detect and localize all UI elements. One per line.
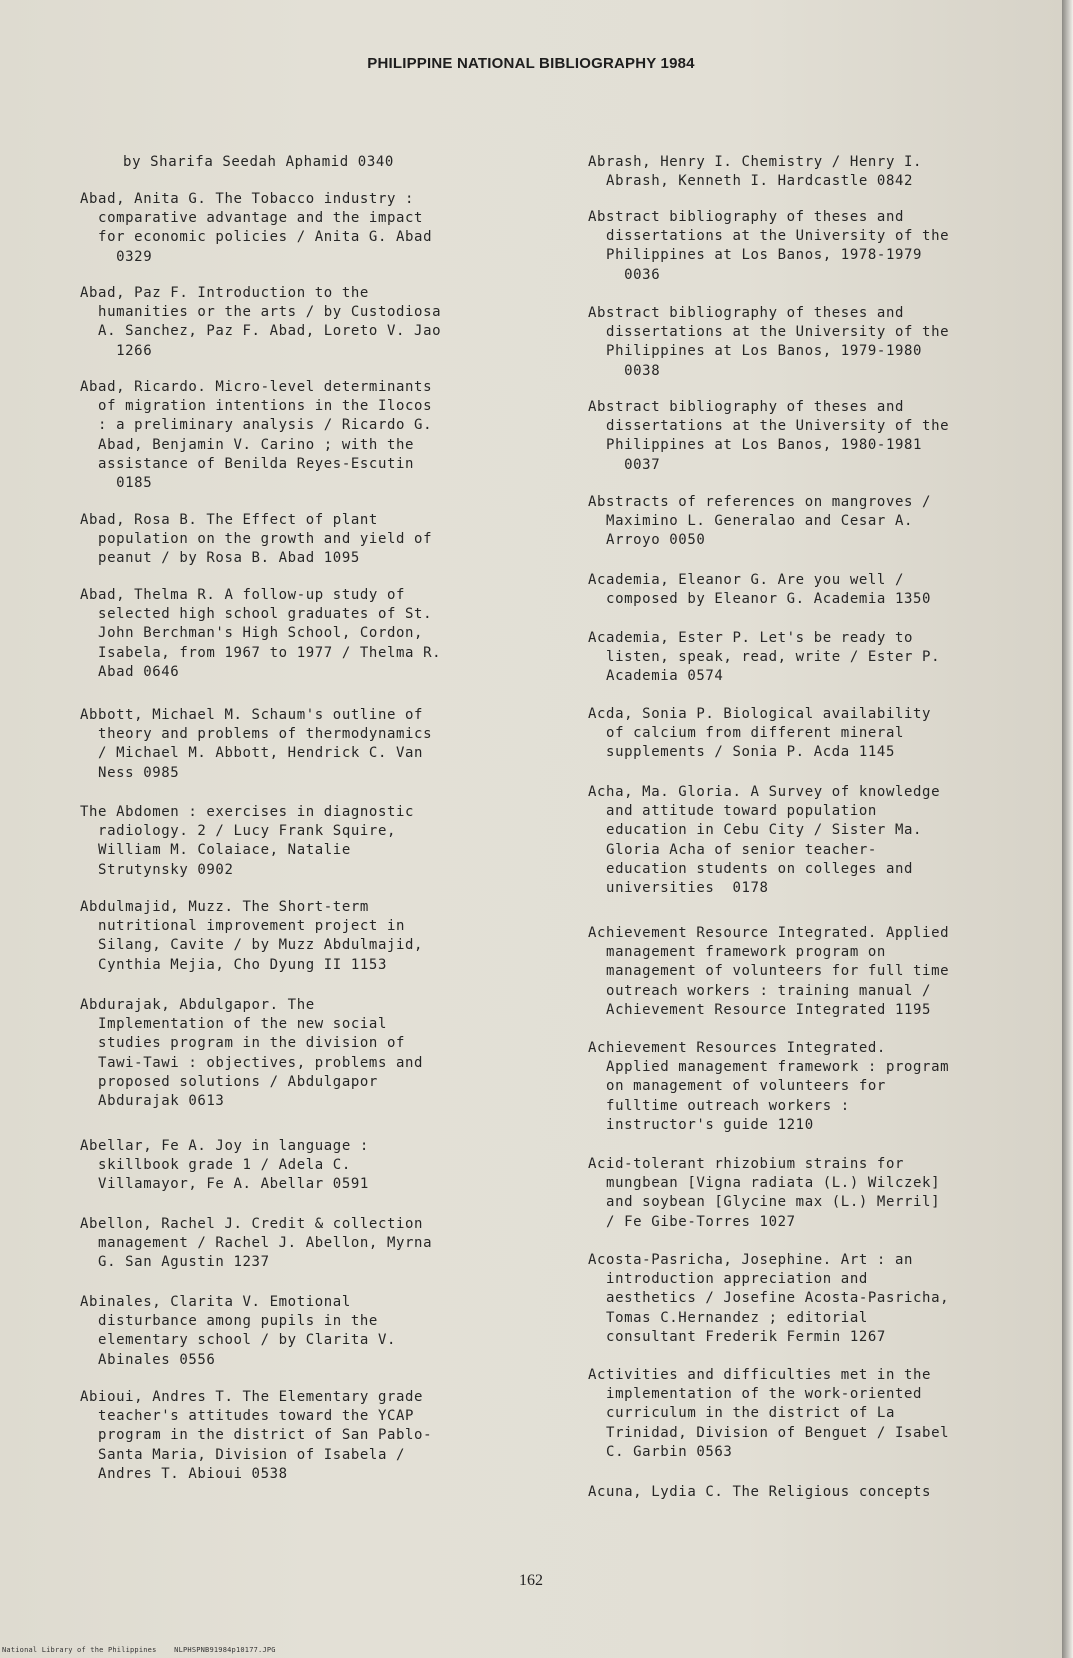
bib-entry: Abinales, Clarita V. Emotional disturbance among pupils in the elementary school / by Clarita V. Abinales 0556	[80, 1294, 397, 1368]
bib-entry: Acuna, Lydia C. The Religious concepts	[588, 1484, 932, 1500]
bib-entry: Activities and difficulties met in the implementation of the work-oriented curriculum in the district of La Trinidad, Division of Benguet / Isabel C. Garbin 0563	[588, 1367, 950, 1460]
bib-entry: Abad, Rosa B. The Effect of plant population on the growth and yield of peanut / by Rosa B. Abad 1095	[80, 512, 433, 567]
bib-entry: Abad, Paz F. Introduction to the humanities or the arts / by Custodiosa A. Sanchez, Paz F. Abad, Loreto V. Jao 1266	[80, 285, 442, 359]
bib-entry: Abellar, Fe A. Joy in language : skillbook grade 1 / Adela C. Villamayor, Fe A. Abellar 0591	[80, 1138, 369, 1193]
bib-entry: Abdulmajid, Muzz. The Short-term nutritional improvement project in Silang, Cavite / by Muzz Abdulmajid, Cynthia Mejia, Cho Dyung II 1153	[80, 899, 424, 973]
page-header: PHILIPPINE NATIONAL BIBLIOGRAPHY 1984	[367, 55, 695, 72]
bib-entry: Academia, Ester P. Let's be ready to listen, speak, read, write / Ester P. Academia 0574	[588, 630, 941, 685]
bib-entry: Achievement Resources Integrated. Applied management framework : program on management of volunteers for fulltime outreach workers : instructor's guide 1210	[588, 1040, 950, 1133]
bib-entry: Academia, Eleanor G. Are you well / composed by Eleanor G. Academia 1350	[588, 572, 932, 608]
bib-entry: Abbott, Michael M. Schaum's outline of theory and problems of thermodynamics / Michael M. Abbott, Hendrick C. Van Ness 0985	[80, 707, 433, 781]
bib-entry: Abstract bibliography of theses and dissertations at the University of the Philippines at Los Banos, 1979-1980 0038	[588, 305, 950, 379]
page-edge	[1062, 0, 1073, 1658]
bib-entry: Acosta-Pasricha, Josephine. Art : an introduction appreciation and aesthetics / Josefine Acosta-Pasricha, Tomas C.Hernandez ; editorial consultant Frederik Fermin 1267	[588, 1252, 950, 1345]
bib-entry: Abstract bibliography of theses and dissertations at the University of the Philippines at Los Banos, 1978-1979 0036	[588, 209, 950, 283]
bib-entry: Acha, Ma. Gloria. A Survey of knowledge and attitude toward population education in Cebu City / Sister Ma. Gloria Acha of senior teacher- education students on colleges and universities 0178	[588, 784, 941, 897]
bib-entry: Abstract bibliography of theses and dissertations at the University of the Philippines at Los Banos, 1980-1981 0037	[588, 399, 950, 473]
bib-entry: Acda, Sonia P. Biological availability of calcium from different mineral supplements / Sonia P. Acda 1145	[588, 706, 932, 761]
bib-entry: The Abdomen : exercises in diagnostic radiology. 2 / Lucy Frank Squire, William M. Colaiace, Natalie Strutynsky 0902	[80, 804, 415, 878]
page-number: 162	[519, 1572, 543, 1589]
scan-credit: National Library of the Philippines NLPHSPNB91984p10177.JPG	[2, 1646, 276, 1654]
bib-entry: Acid-tolerant rhizobium strains for mungbean [Vigna radiata (L.) Wilczek] and soybean [Glycine max (L.) Merril] / Fe Gibe-Torres 1027	[588, 1156, 941, 1230]
bib-entry: Abad, Thelma R. A follow-up study of selected high school graduates of St. John Berchman's High School, Cordon, Isabela, from 1967 to 1977 / Thelma R. Abad 0646	[80, 587, 442, 680]
bib-entry: Abad, Anita G. The Tobacco industry : comparative advantage and the impact for economic policies / Anita G. Abad 0329	[80, 191, 433, 265]
bib-entry: Abellon, Rachel J. Credit & collection management / Rachel J. Abellon, Myrna G. San Agustin 1237	[80, 1216, 433, 1271]
bib-entry: Abrash, Henry I. Chemistry / Henry I. Abrash, Kenneth I. Hardcastle 0842	[588, 154, 923, 190]
bib-entry: Abad, Ricardo. Micro-level determinants of migration intentions in the Ilocos : a preliminary analysis / Ricardo G. Abad, Benjamin V. Carino ; with the assistance of Benilda Reyes-Escutin 0185	[80, 379, 433, 492]
bib-entry: Achievement Resource Integrated. Applied management framework program on management of volunteers for full time outreach workers : training manual / Achievement Resource Integrated 1195	[588, 925, 950, 1018]
bib-entry: Abstracts of references on mangroves / Maximino L. Generalao and Cesar A. Arroyo 0050	[588, 494, 932, 549]
bib-entry: by Sharifa Seedah Aphamid 0340	[105, 154, 394, 170]
bib-entry: Abdurajak, Abdulgapor. The Implementation of the new social studies program in the division of Tawi-Tawi : objectives, problems and proposed solutions / Abdulgapor Abdurajak 0613	[80, 997, 424, 1110]
bib-entry: Abioui, Andres T. The Elementary grade teacher's attitudes toward the YCAP program in the district of San Pablo- Santa Maria, Division of Isabela / Andres T. Abioui 0538	[80, 1389, 433, 1482]
